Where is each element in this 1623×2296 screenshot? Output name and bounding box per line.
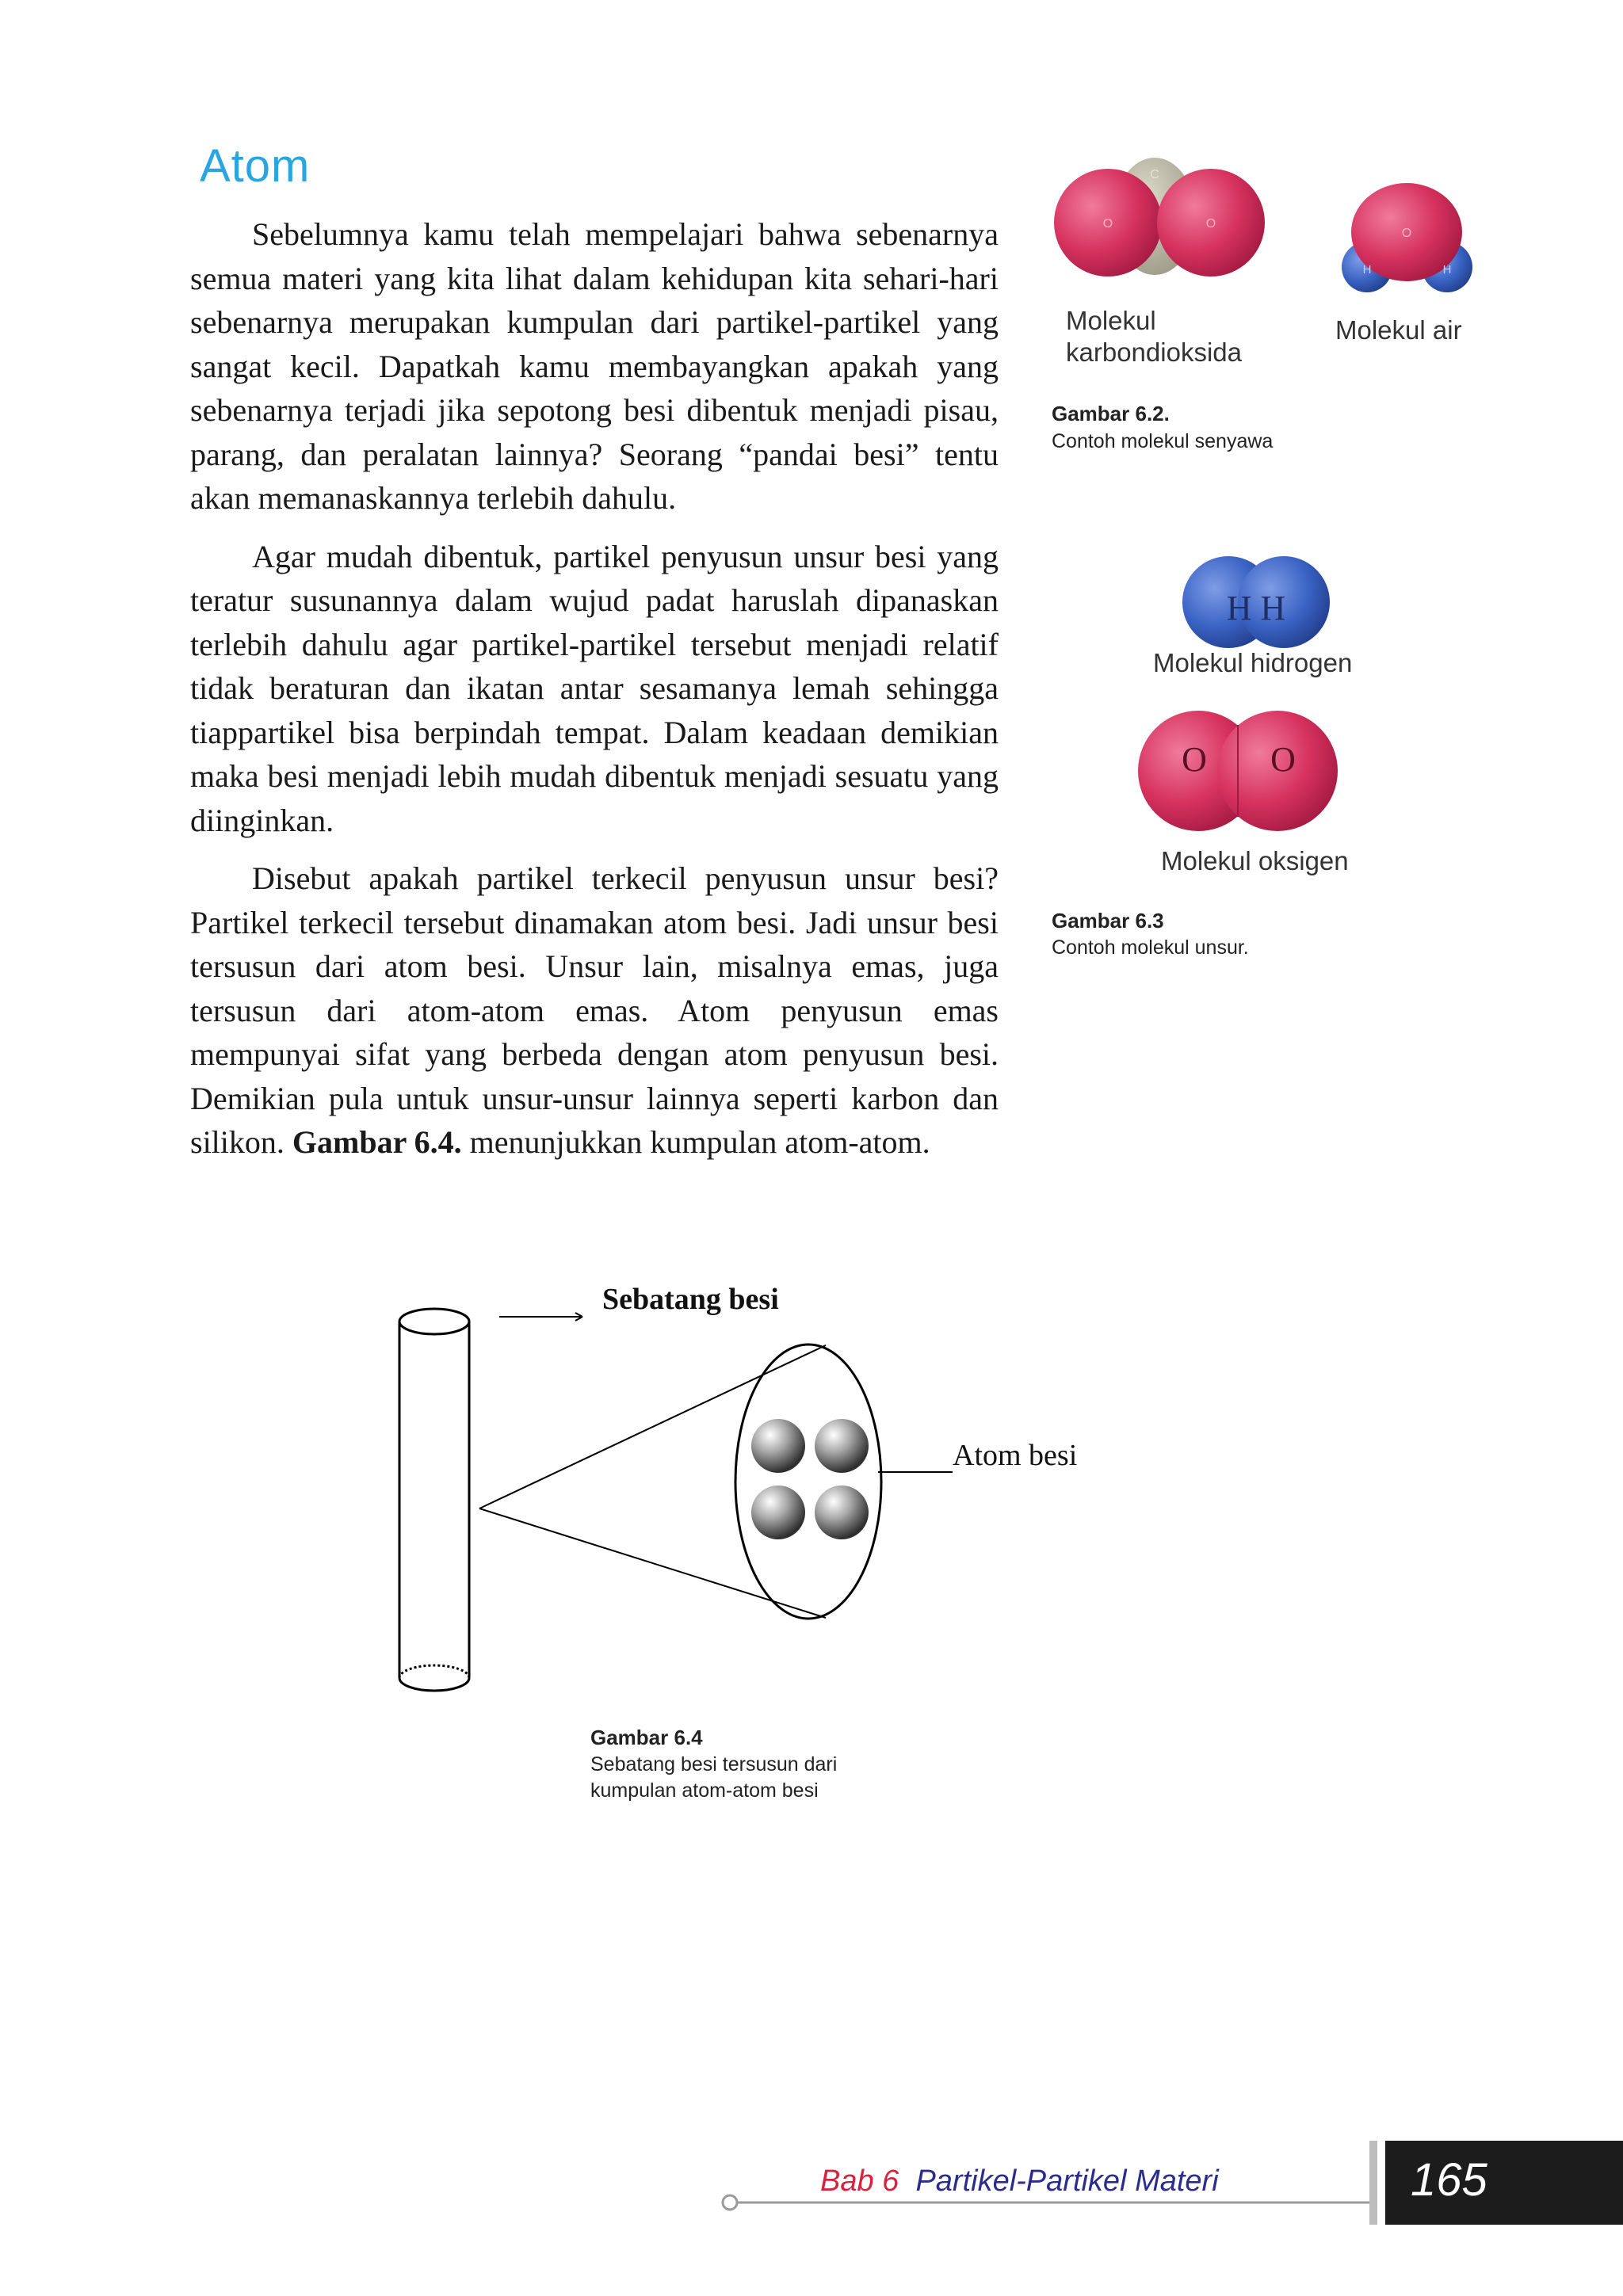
co2-molecule bbox=[1054, 158, 1265, 277]
label-co2-line2: karbondioksida bbox=[1066, 338, 1242, 367]
figure-reference: Gambar 6.4. bbox=[292, 1124, 462, 1160]
label-oxygen: Molekul oksigen bbox=[1161, 846, 1349, 875]
figure-6-4-diagram bbox=[380, 1283, 1094, 1711]
water-molecule bbox=[1342, 183, 1472, 292]
water-atom-label-h1: H bbox=[1362, 263, 1372, 277]
footer-chapter-number: Bab 6 bbox=[820, 2164, 899, 2198]
rod-arrow bbox=[499, 1313, 582, 1321]
paragraph-2: Agar mudah dibentuk, partikel penyusun unsur besi yang teratur susunannya dalam wujud padat haruslah dipanaskan terlebih dahulu agar partikel-partikel tersebut menjadi relatif tidak beraturan dan ikatan antar sesamanya lemah sehingga tiappartikel bisa berpindah tempat. Dalam keadaan demikian maka besi menjadi lebih mudah dibentuk menjadi sesuatu yang diinginkan. bbox=[190, 538, 999, 838]
label-water: Molekul air bbox=[1335, 315, 1462, 345]
caption-6-3-title: Gambar 6.3 bbox=[1052, 909, 1164, 933]
label-iron-atom: Atom besi bbox=[953, 1439, 1078, 1472]
caption-6-2-title: Gambar 6.2. bbox=[1052, 402, 1170, 425]
hydrogen-atom-labels: H H bbox=[1226, 589, 1286, 627]
section-heading: Atom bbox=[200, 140, 311, 192]
caption-6-4-title: Gambar 6.4 bbox=[590, 1726, 703, 1749]
iron-atom bbox=[815, 1486, 869, 1539]
footer-chapter-title bbox=[820, 2164, 1219, 2199]
figure-6-2-molecules bbox=[1046, 154, 1490, 321]
iron-atom bbox=[751, 1419, 805, 1473]
caption-6-2-text: Contoh molekul senyawa bbox=[1052, 430, 1274, 452]
caption-6-3-text: Contoh molekul unsur. bbox=[1052, 936, 1249, 959]
iron-atoms bbox=[751, 1419, 869, 1539]
oxygen-atom-label-2: O bbox=[1270, 740, 1296, 779]
label-co2 bbox=[1066, 305, 1242, 368]
co2-atom-label-c: C bbox=[1150, 168, 1159, 181]
page-number: 165 bbox=[1411, 2154, 1487, 2206]
paragraph-3 bbox=[190, 856, 999, 1165]
co2-atom-label-o1: O bbox=[1102, 217, 1113, 231]
paragraph-3-tail: menunjukkan kumpulan atom-atom. bbox=[461, 1124, 930, 1160]
label-hydrogen: Molekul hidrogen bbox=[1153, 648, 1353, 677]
water-atom-label-o: O bbox=[1401, 227, 1412, 240]
oxygen-molecule bbox=[1135, 707, 1341, 834]
iron-rod bbox=[399, 1309, 469, 1691]
caption-6-4-text bbox=[590, 1752, 837, 1804]
magnification-cone bbox=[479, 1344, 881, 1619]
oxygen-atom-label-1: O bbox=[1182, 740, 1207, 779]
page-box-edge bbox=[1369, 2141, 1377, 2225]
water-atom-label-h2: H bbox=[1442, 263, 1452, 277]
hydrogen-molecule bbox=[1165, 553, 1355, 656]
body-text bbox=[190, 212, 999, 1179]
label-co2-line1: Molekul bbox=[1066, 306, 1156, 335]
caption-6-4-line1: Sebatang besi tersusun dari bbox=[590, 1753, 838, 1775]
co2-atom-label-o2: O bbox=[1205, 217, 1216, 231]
iron-atom bbox=[751, 1486, 805, 1539]
iron-atom bbox=[815, 1419, 869, 1473]
caption-6-4-line2: kumpulan atom-atom besi bbox=[590, 1779, 819, 1802]
footer-chapter-name: Partikel-Partikel Materi bbox=[915, 2164, 1219, 2198]
paragraph-1: Sebelumnya kamu telah mempelajari bahwa sebenarnya semua materi yang kita lihat dalam kehidupan kita sehari-hari sebenarnya merupakan kumpulan dari partikel-partikel yang sangat kecil. Dapatkah kamu membayangkan apakah yang sebenarnya terjadi jika sepotong besi dibentuk menjadi pisau, parang, dan peralatan lainnya? Seorang “pandai besi” tentu akan memanaskannya terlebih dahulu. bbox=[190, 216, 999, 516]
label-iron-rod: Sebatang besi bbox=[602, 1283, 779, 1316]
paragraph-3-text: Disebut apakah partikel terkecil penyusun unsur besi? Partikel terkecil tersebut dinamakan atom besi. Jadi unsur besi tersusun dari atom besi. Unsur lain, misalnya emas, juga tersusun dari atom-atom emas. Atom penyusun emas mempunyai sifat yang berbeda dengan atom penyusun besi. Demikian pula untuk unsur-unsur lainnya seperti karbon dan silikon. bbox=[190, 860, 999, 1160]
